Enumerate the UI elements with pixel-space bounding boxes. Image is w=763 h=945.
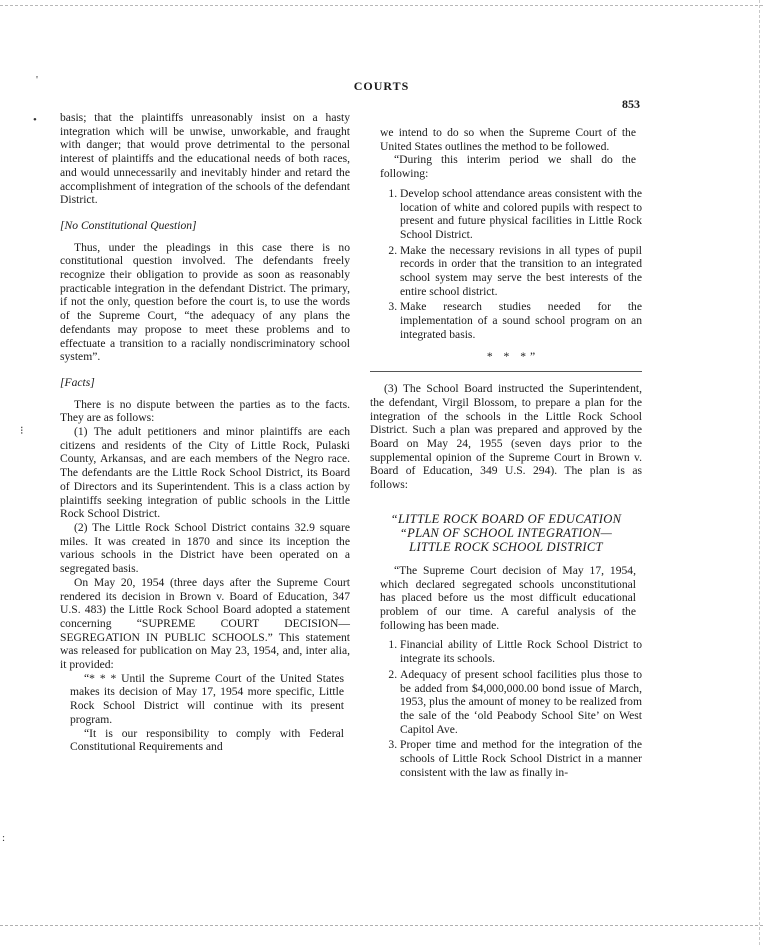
section-heading: [No Constitutional Question]: [60, 218, 197, 232]
margin-mark: :: [2, 832, 6, 844]
divider: [370, 371, 642, 372]
margin-mark: ': [36, 74, 38, 86]
section-heading: [Facts]: [60, 375, 95, 389]
quoted-paragraph: “* * * Until the Supreme Court of the United States makes its decision of May 17, 1954 more specific, Little Rock School District will continue with its present program.: [70, 671, 344, 726]
list-item: 2. Make the necessary revisions in all types of pupil records in order that the transition to an integrated school system may serve the best interests of the entire school district.: [400, 244, 642, 299]
interim-steps-list: [370, 187, 642, 342]
quoted-paragraph: “During this interim period we shall do the following:: [380, 153, 636, 181]
margin-mark: •: [33, 114, 37, 126]
paragraph: Thus, under the pleadings in this case there is no constitutional question involved. The defendants freely recognize their obligation to provide as soon as reasonably practicable integration in the defendant District. The primary, if not the only, question before the court is, to use the words of the Supreme Court, “the adequacy of any plans the defendants may propose to meet these problems and to effectuate a transition to a racially nondiscriminatory school system”.: [60, 240, 350, 364]
scan-top-edge: [0, 5, 763, 6]
page-number: 853: [622, 97, 640, 111]
scan-bottom-edge: [0, 925, 763, 926]
quoted-paragraph: “It is our responsibility to comply with Federal Constitutional Requirements and: [70, 726, 344, 754]
paragraph: (2) The Little Rock School District contains 32.9 square miles. It was created in 1870 and since its inception the various schools in the District have been operated on a segregated basis.: [60, 520, 350, 576]
plan-title: [370, 512, 642, 554]
scan-right-edge: [759, 0, 760, 945]
paragraph: On May 20, 1954 (three days after the Supreme Court rendered its decision in Brown v. Board of Education, 347 U.S. 483) the Little Rock School Board adopted a statement concerning “SUPREME COURT DECISION—SEGREGATION IN PUBLIC SCHOOLS.” This statement was released for publication on May 23, 1954, and, inter alia, it provided:: [60, 575, 350, 672]
list-item: 1. Develop school attendance areas consistent with the location of white and colored pupils with respect to present and future physical facilities in Little Rock School District.: [400, 187, 642, 242]
plan-title-line: “PLAN OF SCHOOL INTEGRATION—: [399, 525, 613, 540]
margin-mark: ⁝: [20, 425, 24, 437]
right-column: [370, 126, 642, 787]
plan-title-line: LITTLE ROCK SCHOOL DISTRICT: [409, 539, 603, 554]
paragraph: (3) The School Board instructed the Superintendent, the defendant, Virgil Blossom, to prepare a plan for the integration of the schools in the Little Rock School District. Such a plan was prepared and approved by the Board on May 24, 1955 (seven days prior to the supplemental opinion of the Supreme Court in Brown v. Board of Education, 349 U.S. 294). The plan is as follows:: [370, 382, 642, 492]
paragraph: (1) The adult petitioners and minor plaintiffs are each citizens and residents of the City of Little Rock, Pulaski County, Arkansas, and are each members of the Negro race. The defendants are the Little Rock School District, its Board of Directors and its Superintendent. This is a class action by plaintiffs seeking integration of public schools in the Little Rock School District.: [60, 425, 350, 521]
quoted-paragraph: “The Supreme Court decision of May 17, 1954, which declared segregated schools unconstitutional has placed before us the most difficult educational problem of our time. A careful analysis of the following has been made.: [380, 563, 636, 632]
list-ellipsis: * * *”: [486, 349, 540, 363]
quoted-paragraph: we intend to do so when the Supreme Court of the United States outlines the method to be followed.: [380, 126, 636, 153]
paragraph: There is no dispute between the parties as to the facts. They are as follows:: [60, 397, 350, 425]
list-item: 3. Make research studies needed for the implementation of a sound school program on an integrated basis.: [400, 300, 642, 341]
left-column: [60, 111, 350, 754]
list-item: 2. Adequacy of present school facilities plus those to be added from $4,000,000.00 bond issue of March, 1953, plus the amount of money to be realized from the sale of the ‘old Peabody School Site’ on West Capitol Ave.: [400, 668, 642, 737]
analysis-list: [370, 638, 642, 779]
plan-title-line: “LITTLE ROCK BOARD OF EDUCATION: [390, 511, 622, 526]
list-item: 1. Financial ability of Little Rock School District to integrate its schools.: [400, 638, 642, 665]
running-head: COURTS: [353, 79, 410, 93]
paragraph: basis; that the plaintiffs unreasonably insist on a hasty integration which will be unwise, unworkable, and fraught with danger; that would prove detrimental to the personal interest of plaintiffs and the educational needs of both races, and would unnecessarily and inevitably hinder and retard the accomplishment of integration of the schools of the defendant District.: [60, 111, 350, 207]
list-item: 3. Proper time and method for the integration of the schools of Little Rock School District in a manner consistent with the law as finally in-: [400, 738, 642, 779]
